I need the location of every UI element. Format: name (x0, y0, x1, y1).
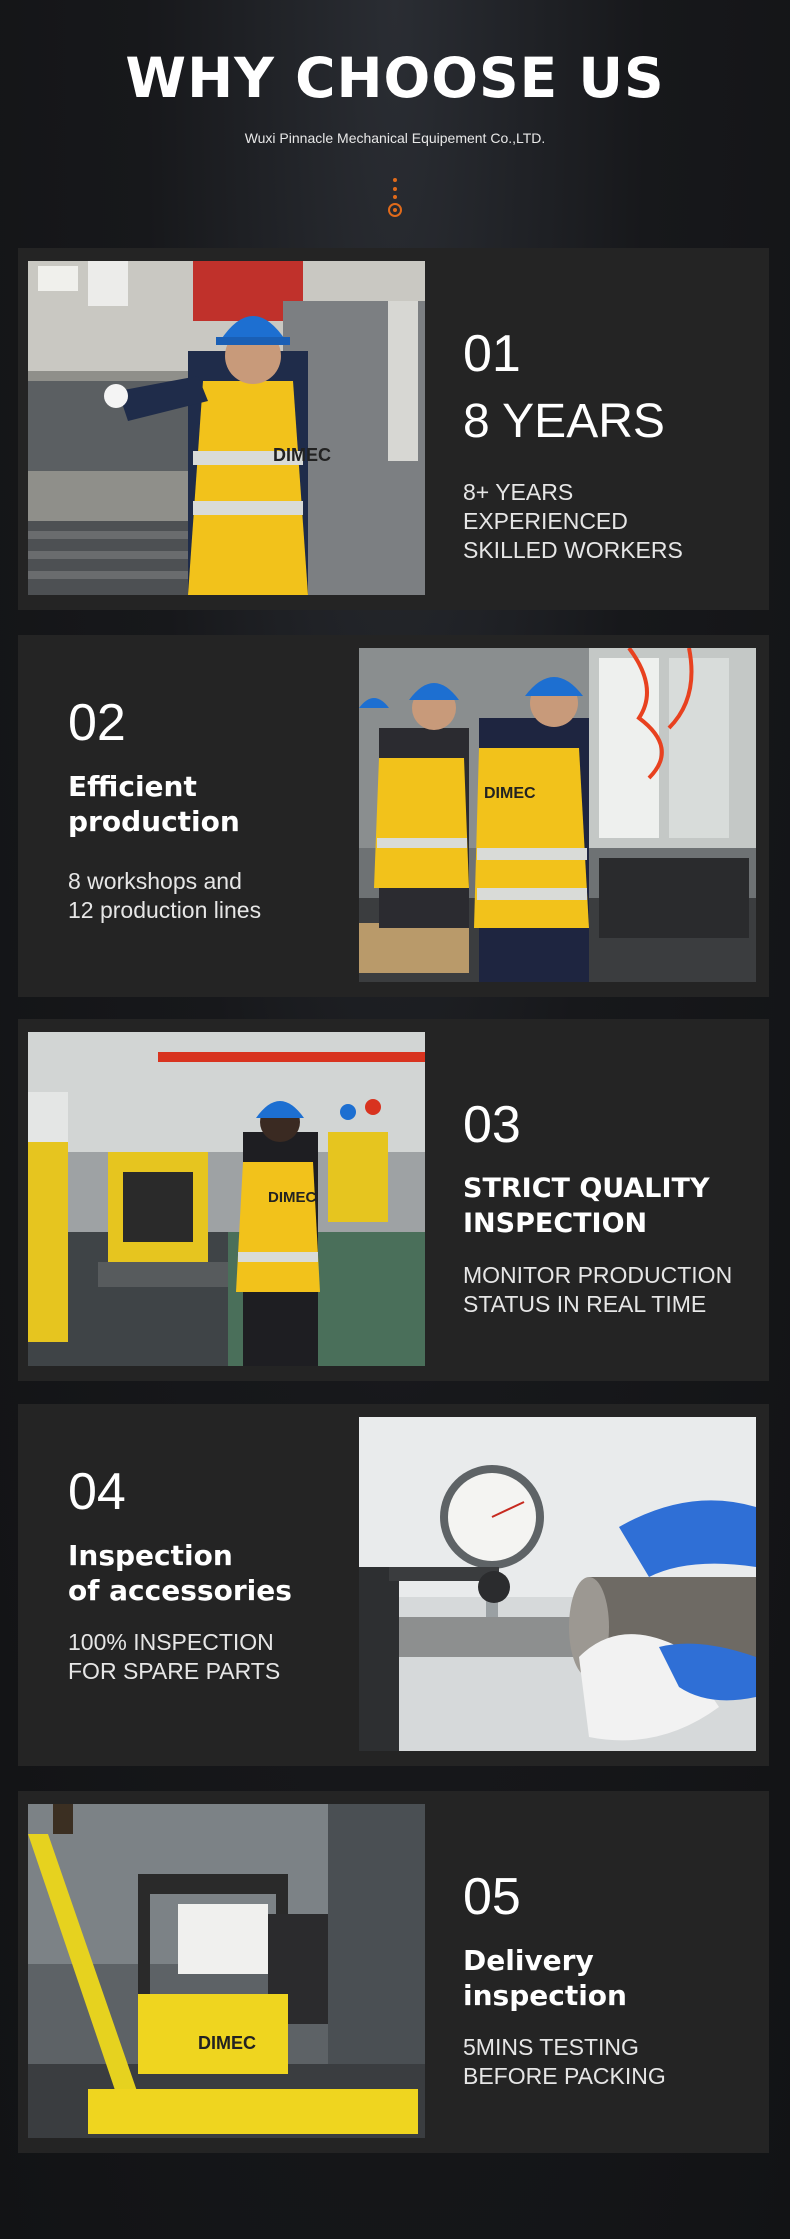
card-3-text (463, 1097, 732, 1319)
svg-text:DIMEC: DIMEC (273, 445, 331, 465)
card-number: 02 (68, 694, 126, 752)
card-description: 8 workshops and 12 production lines (68, 868, 262, 923)
card-heading: Inspection of accessories (68, 1539, 292, 1607)
photo-factory-compactors (28, 1032, 425, 1366)
company-name: Wuxi Pinnacle Mechanical Equipement Co.,LTD. (244, 130, 546, 146)
card-number: 04 (68, 1463, 126, 1521)
card-2-text (68, 695, 261, 925)
feature-card-1 (18, 248, 769, 610)
card-number: 03 (463, 1096, 521, 1154)
card-heading: Delivery inspection (463, 1944, 627, 2012)
card-number: 01 (463, 325, 521, 383)
svg-text:DIMEC: DIMEC (268, 1189, 317, 1206)
photo-dial-gauge (359, 1417, 756, 1751)
svg-text:DIMEC: DIMEC (484, 785, 536, 802)
photo-workers-assembly (359, 648, 756, 982)
page-title: WHY CHOOSE US (125, 46, 665, 110)
card-4-text (68, 1464, 292, 1686)
card-5-text (463, 1869, 666, 2091)
feature-card-5 (18, 1791, 769, 2153)
header (0, 0, 790, 250)
scroll-indicator-icon (385, 178, 405, 220)
card-description: 8+ YEARS EXPERIENCED SKILLED WORKERS (463, 479, 683, 563)
svg-text:DIMEC: DIMEC (198, 2033, 256, 2053)
card-1-text (463, 326, 683, 565)
card-description: MONITOR PRODUCTION STATUS IN REAL TIME (463, 1262, 733, 1317)
photo-worker-press-brake (28, 261, 425, 595)
card-description: 100% INSPECTION FOR SPARE PARTS (68, 1629, 281, 1684)
feature-card-3 (18, 1019, 769, 1381)
feature-card-4 (18, 1404, 769, 1766)
card-heading: STRICT QUALITY INSPECTION (463, 1173, 710, 1239)
feature-card-2 (18, 635, 769, 997)
card-heading: Efficient production (68, 770, 240, 838)
card-description: 5MINS TESTING BEFORE PACKING (463, 2034, 666, 2089)
card-number: 05 (463, 1868, 521, 1926)
card-heading: 8 YEARS (463, 395, 665, 448)
photo-plate-compactor (28, 1804, 425, 2138)
